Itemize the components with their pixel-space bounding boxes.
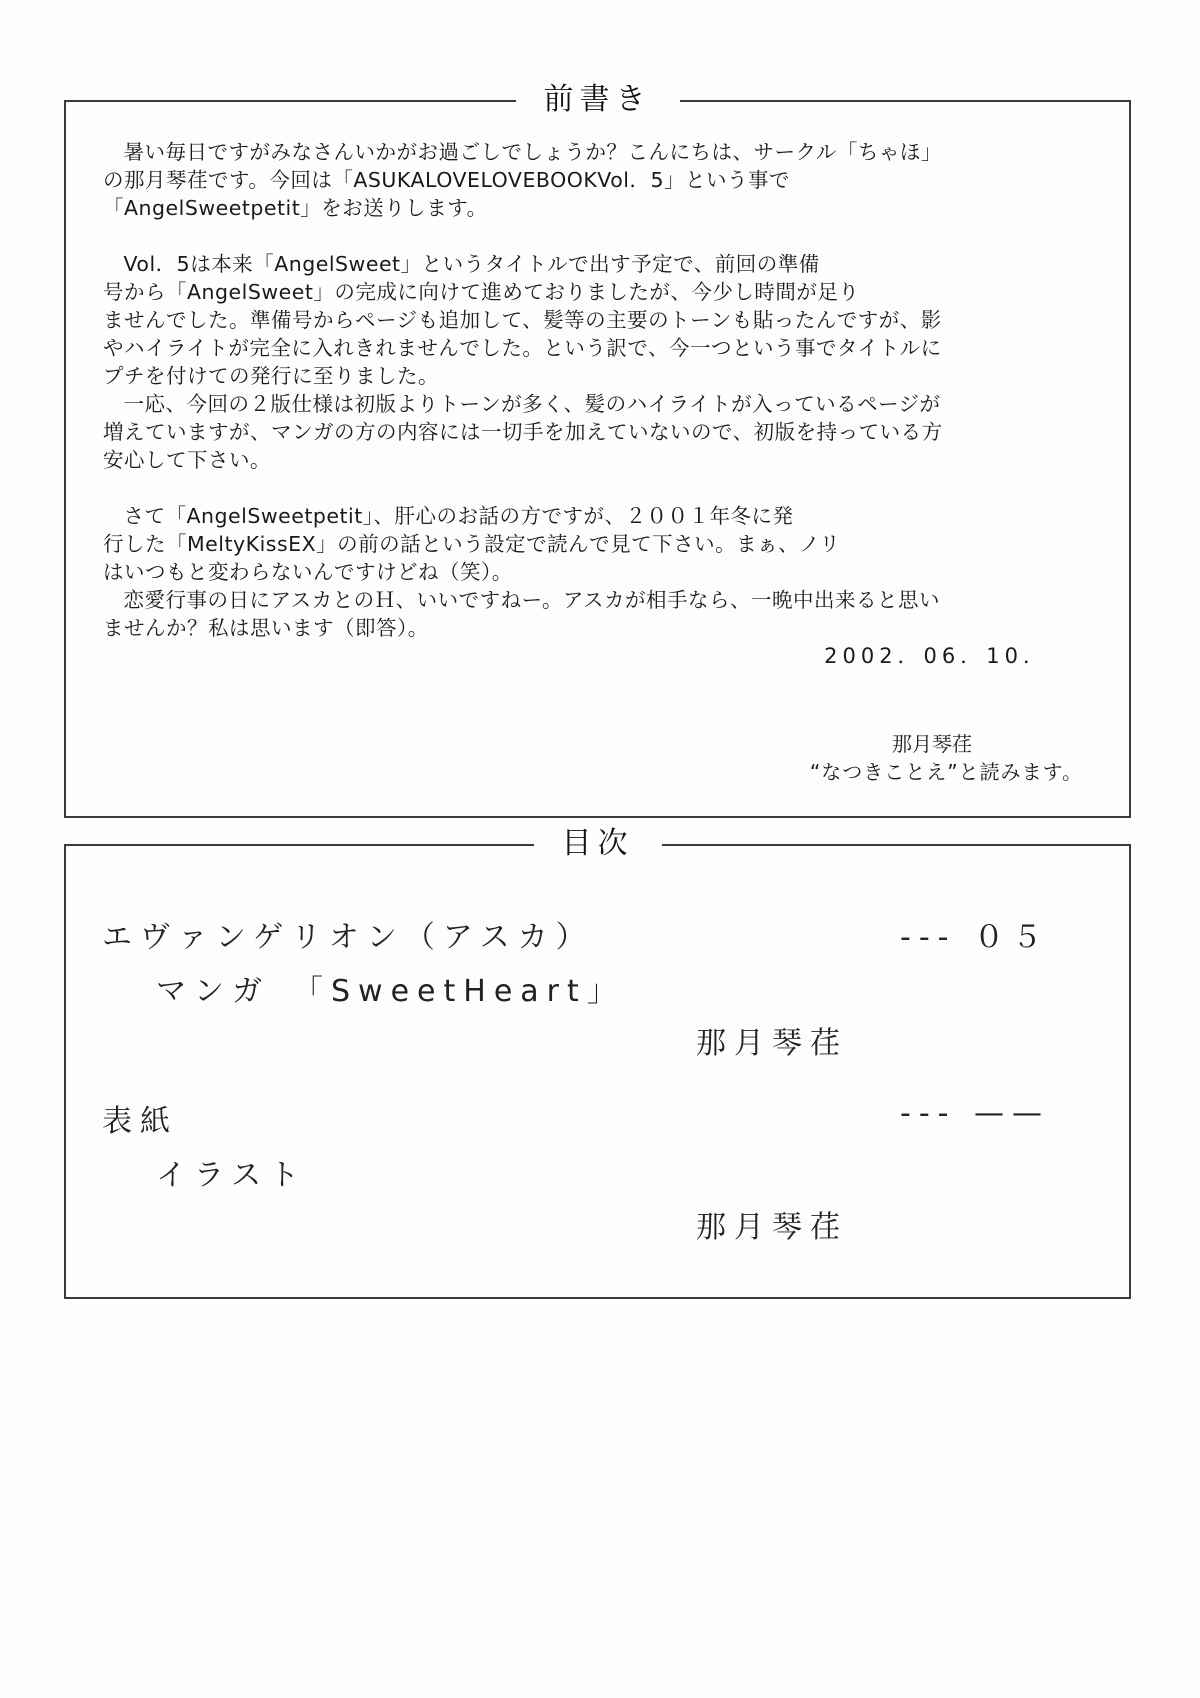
- preface-author-reading: “なつきことえ”と読みます。: [809, 760, 1083, 784]
- toc-illust: イラスト: [156, 1158, 308, 1193]
- preface-paragraph: 暑い毎日ですがみなさんいかがお過ごしでしょうか？こんにちは、サークル「ちゃほ」 の那月琴荏です。今回は「ASUKALOVELOVEBOOKVol．5」という事で 「AngelSweetpetit」をお送りします。: [103, 140, 942, 220]
- toc-manga-author: 那月琴荏: [696, 1026, 848, 1061]
- toc-manga-title: マンガ 「SweetHeart」: [156, 974, 625, 1009]
- toc-cover: 表紙: [102, 1104, 178, 1139]
- preface-title: 前書き: [516, 78, 680, 122]
- toc-illust-author: 那月琴荏: [696, 1210, 848, 1245]
- toc-series-page: --- ０５: [900, 920, 1051, 955]
- preface-box: [64, 82, 1131, 818]
- preface-body: [103, 138, 1105, 642]
- toc-box: [64, 826, 1131, 1299]
- toc-title: 目次: [534, 822, 662, 866]
- preface-author: 那月琴荏: [892, 732, 972, 756]
- preface-paragraph: Vol．5は本来「AngelSweet」というタイトルで出す予定で、前回の準備 号から「AngelSweet」の完成に向けて進めておりましたが、今少し時間が足り ませんでした。準備号からページも追加して、髪等の主要のトーンも貼ったんですが、影 やハイライトが完全に入れきれませんでした。という訳で、今一つという事でタイトルに プチを付けての発行に至りました。: [103, 252, 942, 388]
- preface-paragraph: さて「AngelSweetpetit」、肝心のお話の方ですが、２００１年冬に発 行した「MeltyKissEX」の前の話という設定で読んで見て下さい。まぁ、ノリ はいつもと変わらないんですけどね（笑）。: [103, 504, 841, 584]
- preface-paragraph: 恋愛行事の日にアスカとのＨ、いいですねー。アスカが相手なら、一晩中出来ると思い ませんか？私は思います（即答）。: [103, 588, 941, 640]
- preface-date: 2002．06．10．: [824, 644, 1049, 668]
- toc-series: エヴァンゲリオン（アスカ）: [102, 920, 594, 955]
- preface-paragraph: 一応、今回の２版仕様は初版よりトーンが多く、髪のハイライトが入っているページが 増えていますが、マンガの方の内容には一切手を加えていないので、初版を持っている方 安心して下さい。: [103, 392, 943, 472]
- toc-cover-page: --- ——: [900, 1096, 1051, 1131]
